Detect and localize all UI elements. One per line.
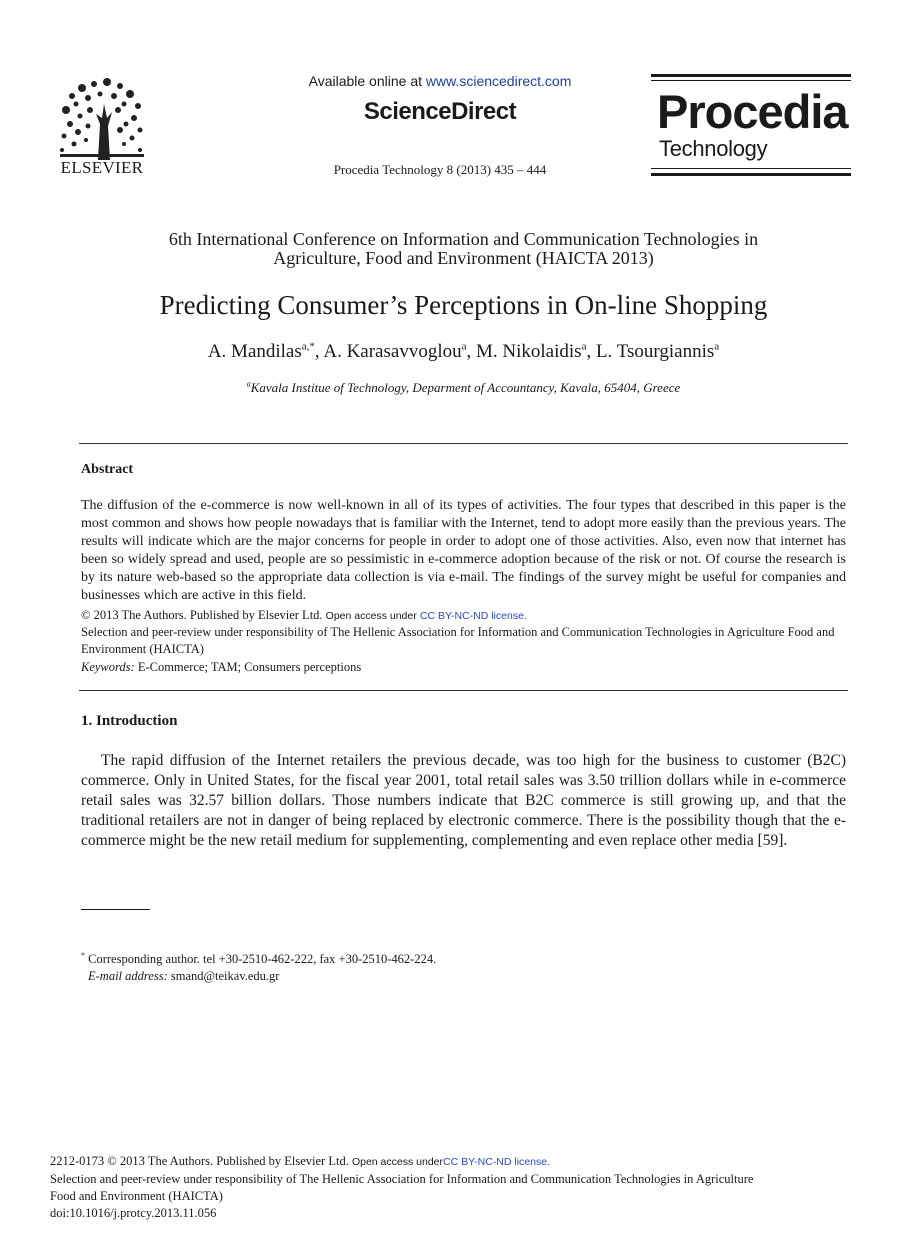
author-separator: , [466, 341, 476, 362]
email-label: E-mail address: [88, 969, 168, 983]
conference-line-1: 6th International Conference on Information and Communication Technologies in [168, 229, 759, 249]
corresponding-author-text: Corresponding author. tel +30-2510-462-222, fax +30-2510-462-224. [88, 952, 437, 966]
conference-line-2: Agriculture, Food and Environment (HAICTA 2013) [273, 248, 654, 268]
available-online-line [200, 73, 680, 89]
issn-copyright: 2212-0173 © 2013 The Authors. Published by Elsevier Ltd. [50, 1154, 349, 1168]
procedia-logo-main: Procedia [657, 85, 848, 138]
copyright-text: © 2013 The Authors. Published by Elsevier Ltd. [81, 608, 323, 622]
procedia-logo-sub: Technology [659, 136, 768, 161]
keywords-line [81, 659, 846, 676]
email-address[interactable]: smand@teikav.edu.gr [170, 969, 280, 983]
affiliation-text: Kavala Institue of Technology, Deparment of Accountancy, Kavala, 65404, Greece [250, 380, 681, 395]
abstract-body: The diffusion of the e-commerce is now well-known in all of its types of activities. The four types that described in this paper is the most common and shows how people nowadays that is familiar with the Internet, tend to adopt more easily than the previous years. The results will indicate which are the major concerns for people in order to adopt one of those activities. Also, even now that internet has been so widely spread and used, people are so pessimistic in e-commerce adoption because of the risk or not. Of course the research is by its nature web-based so the appropriate data collection is via e-mail. The findings of the survey might be useful for companies and businesses which are active in this field. [81, 498, 846, 603]
journal-reference: Procedia Technology 8 (2013) 435 – 444 [333, 162, 547, 177]
open-access-text: Open access under [325, 610, 417, 622]
introduction-heading: 1. Introduction [81, 713, 178, 729]
paper-title: Predicting Consumer’s Perceptions in On-line Shopping [159, 290, 768, 320]
peer-review-statement: Selection and peer-review under responsibility of The Hellenic Association for Information and Communication Technologies in Agriculture Food and Environment (HAICTA) [81, 625, 835, 656]
author-affiliation-mark: a [461, 340, 467, 353]
publisher-logo-text: ELSEVIER [60, 158, 144, 177]
author-name: A. Mandilas [207, 341, 302, 362]
abstract-top-divider [79, 443, 848, 444]
conference-name [60, 230, 867, 268]
keywords-label: Keywords: [81, 660, 135, 674]
available-online-prefix: Available online at [308, 73, 426, 89]
author-separator: , [314, 341, 324, 362]
author-affiliation-mark: a [714, 340, 720, 353]
footnote-divider [81, 909, 150, 910]
procedia-logo [651, 74, 851, 176]
author-list [40, 341, 887, 363]
sciencedirect-link[interactable]: www.sciencedirect.com [425, 73, 572, 89]
footnote-marker: * [81, 950, 85, 960]
introduction-body: The rapid diffusion of the Internet retailers the previous decade, was too high for the business to customer (B2C) commerce. Only in United States, for the fiscal year 2001, total retail sales was 3.50 trillion dollars while in e-commerce retail sales was 32.57 billion dollars. Those numbers indicate that B2C commerce is still growing up, and that the traditional retailers are not in danger of being replaced by electronic commerce. There is the possibility though that the e-commerce might be the new retail medium for supplementing, complementing and even replace other media [59]. [81, 752, 846, 849]
bottom-review-line-1: Selection and peer-review under responsibility of The Hellenic Association for Information and Communication Technologies in Agriculture [50, 1172, 754, 1186]
bottom-review-line-2: Food and Environment (HAICTA) [50, 1189, 223, 1203]
affiliation [40, 380, 887, 396]
sciencedirect-brand: ScienceDirect [363, 98, 517, 125]
abstract-heading: Abstract [81, 462, 134, 477]
author-name: L. Tsourgiannis [595, 341, 715, 362]
doi[interactable]: doi:10.1016/j.protcy.2013.11.056 [50, 1206, 217, 1220]
license-link[interactable]: CC BY-NC-ND license. [419, 610, 527, 622]
copyright-line [81, 607, 846, 625]
corresponding-author-note [81, 951, 436, 968]
author-affiliation-mark: a,* [301, 340, 315, 353]
affiliation-mark: a [246, 379, 251, 389]
bottom-open-access-text: Open access under [351, 1156, 444, 1168]
author-affiliation-mark: a [581, 340, 587, 353]
author-name: M. Nikolaidis [476, 341, 582, 362]
author-separator: , [586, 341, 596, 362]
abstract-bottom-divider [79, 690, 848, 691]
bottom-license-link[interactable]: CC BY-NC-ND license. [443, 1156, 550, 1168]
issn-line [50, 1153, 850, 1171]
keywords-text: E-Commerce; TAM; Consumers perceptions [137, 660, 362, 674]
bottom-publication-info [50, 1153, 850, 1222]
email-note [88, 968, 279, 985]
author-name: A. Karasavvoglou [323, 341, 462, 362]
